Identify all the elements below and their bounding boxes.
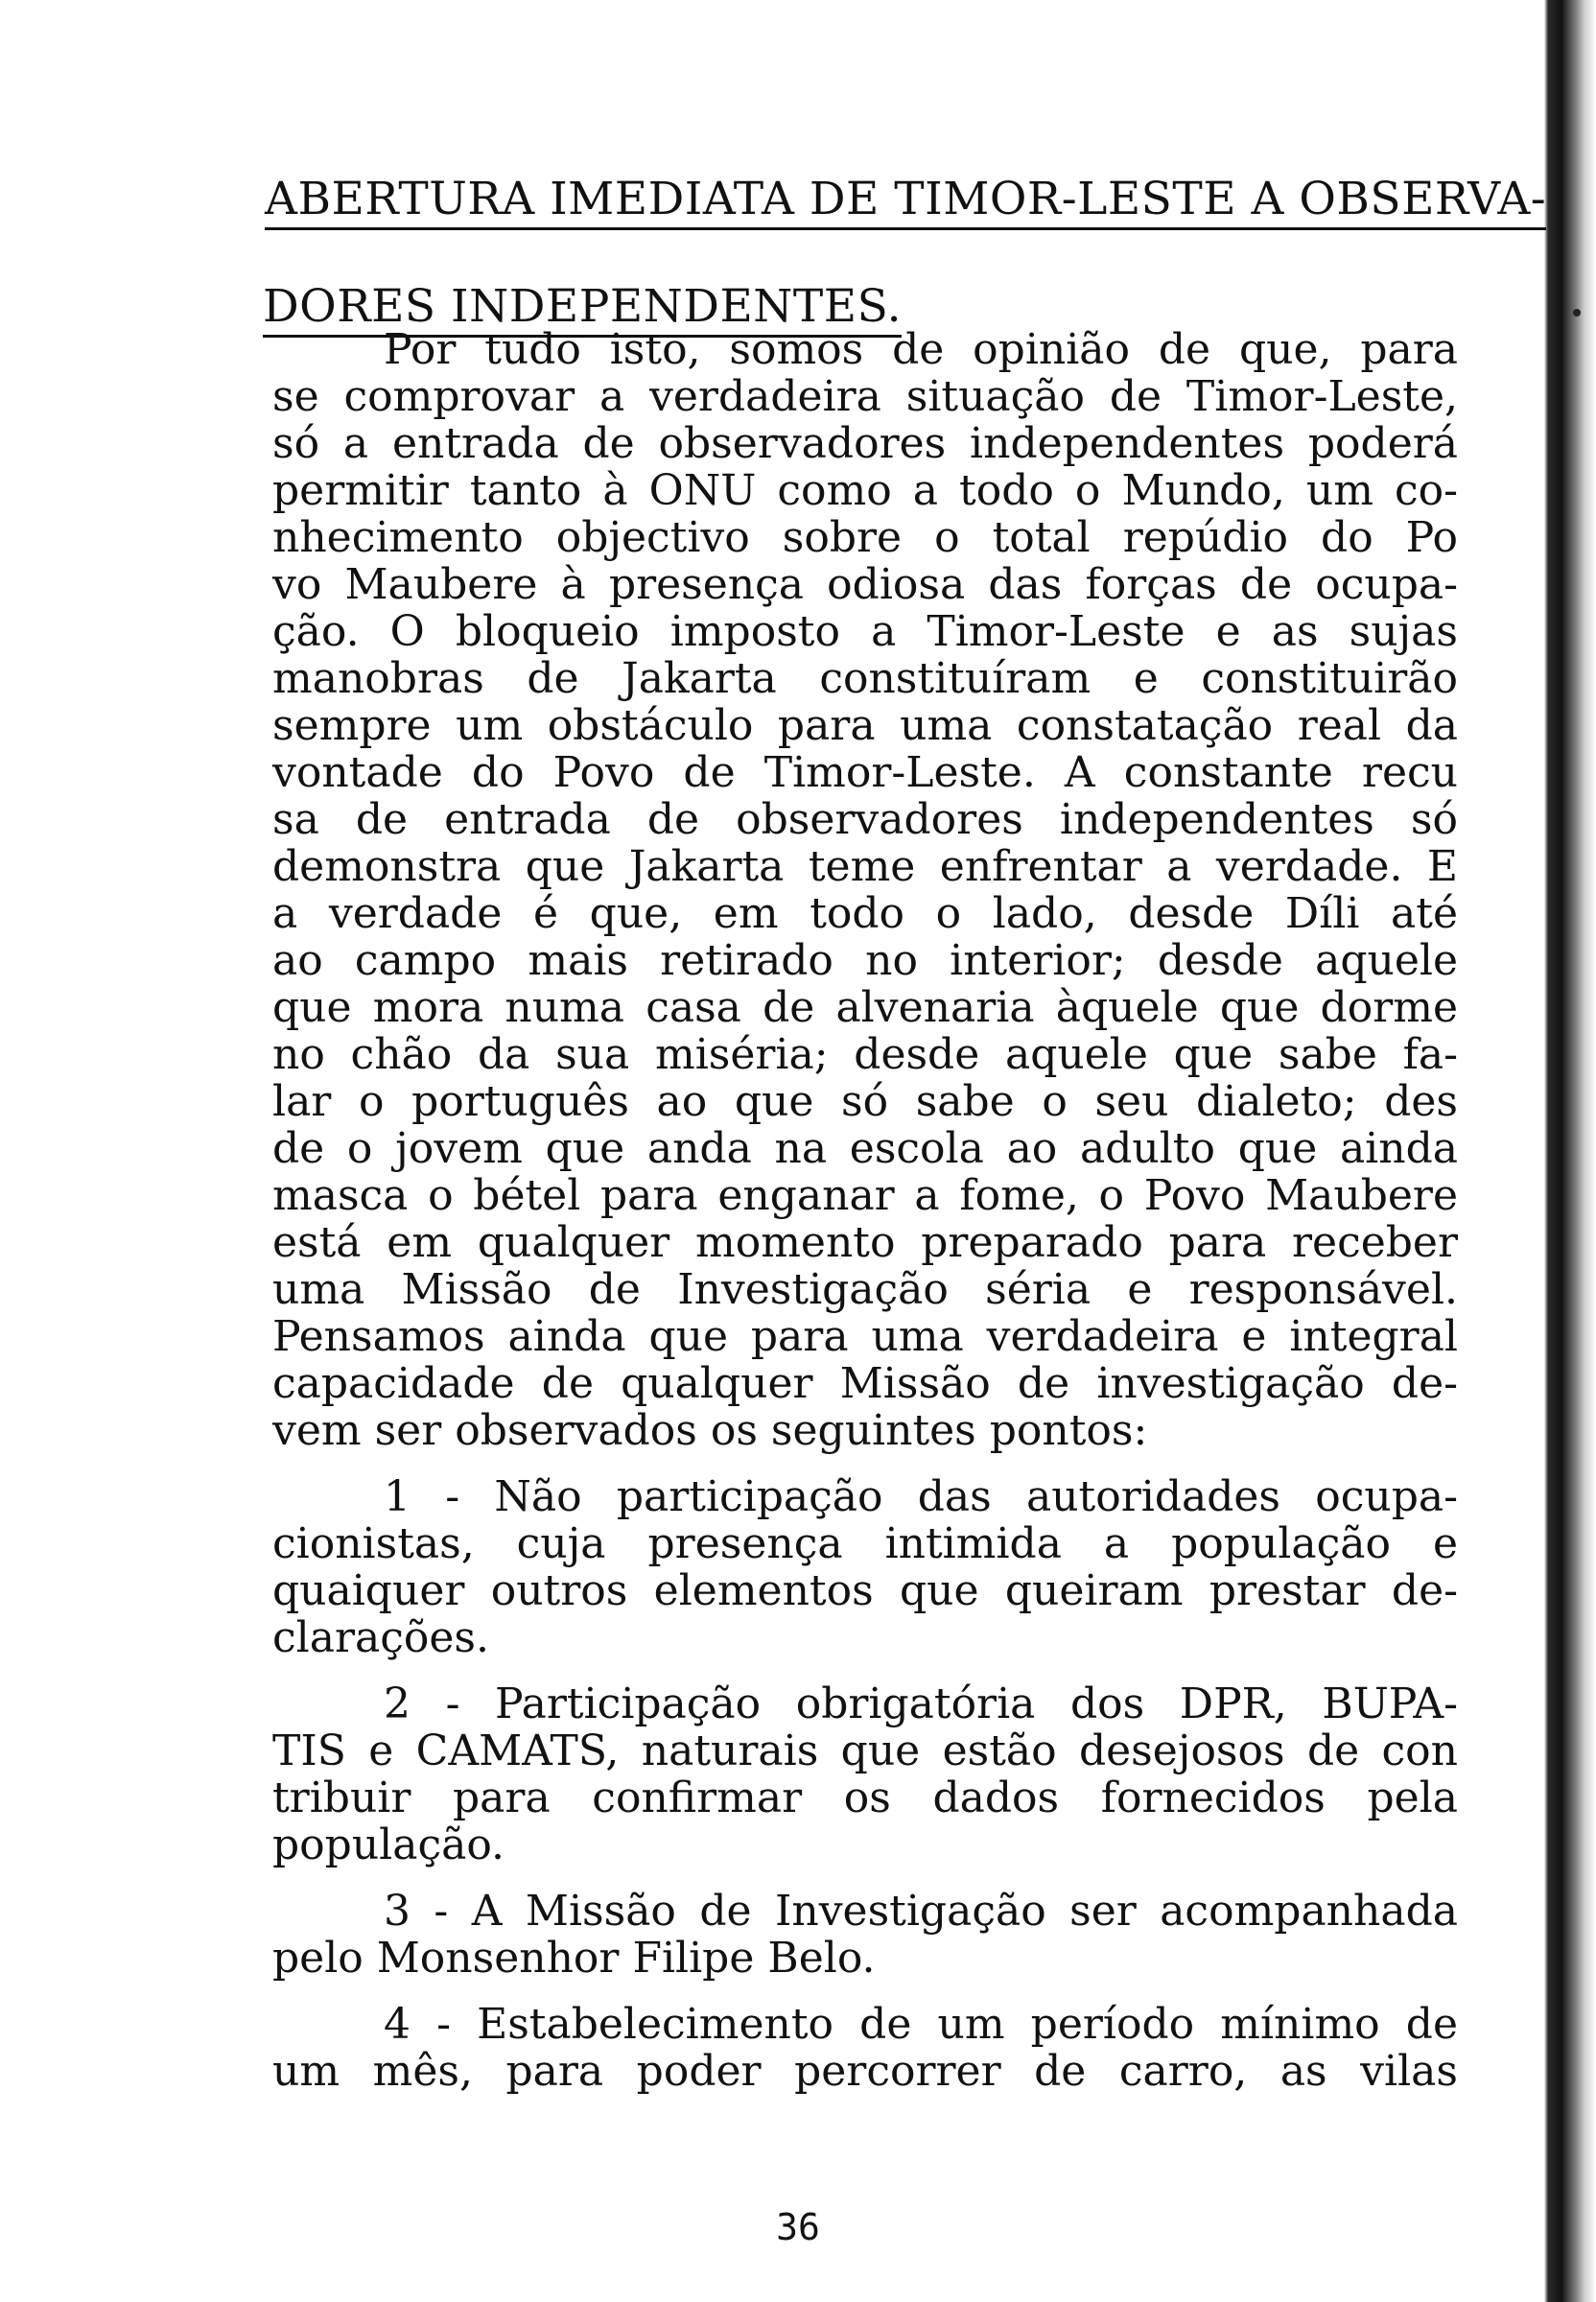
text-line: Por tudo isto, somos de opinião de que, para [384,325,1458,374]
text-line: quaiquer outros elementos que queiram prestar de- [272,1566,1458,1615]
list-item [272,1680,1458,1868]
text-line: 3 - A Missão de Investigação ser acompanhada [384,1887,1458,1936]
text-line: a verdade é que, em todo o lado, desde Díli até [272,889,1458,938]
text-line: manobras de Jakarta constituíram e constituirão [272,654,1458,703]
text-line: clarações. [272,1613,489,1662]
text-line: no chão da sua miséria; desde aquele que sabe fa- [272,1030,1458,1079]
text-line: vo Maubere à presença odiosa das forças de ocupa- [272,560,1458,609]
text-line: permitir tanto à ONU como a todo o Mundo, um co- [272,466,1458,515]
text-line: uma Missão de Investigação séria e responsável. [272,1265,1458,1314]
text-line: ção. O bloqueio imposto a Timor-Leste e as sujas [272,607,1458,656]
text-line: só a entrada de observadores independentes poderá [272,419,1458,468]
text-line: TIS e CAMATS, naturais que estão desejosos de con [272,1726,1458,1775]
heading-line-2: DORES INDEPENDENTES. [263,281,902,338]
heading-line-1: ABERTURA IMEDIATA DE TIMOR-LESTE A OBSERVA- [265,174,1546,230]
text-line: demonstra que Jakarta teme enfrentar a verdade. E [272,842,1458,891]
scanned-page-edge [1519,0,1596,2302]
text-line: que mora numa casa de alvenaria àquele que dorme [272,983,1458,1032]
text-line: sempre um obstáculo para uma constatação real da [272,701,1458,750]
section-heading [263,153,1547,353]
text-line: 1 - Não participação das autoridades ocupa- [384,1472,1458,1521]
text-line: de o jovem que anda na escola ao adulto que ainda [272,1124,1458,1173]
text-line: masca o bétel para enganar a fome, o Povo Maubere [272,1171,1458,1220]
list-item [272,2001,1458,2095]
text-line: um mês, para poder percorrer de carro, as vilas [272,2047,1458,2096]
scan-speck [1573,309,1581,317]
text-line: ao campo mais retirado no interior; desde aquele [272,936,1458,985]
text-line: vem ser observados os seguintes pontos: [272,1406,1148,1455]
body-text [272,326,1458,2108]
text-line: 2 - Participação obrigatória dos DPR, BUPA- [384,1680,1458,1728]
text-line: tribuir para confirmar os dados fornecidos pela [272,1773,1458,1822]
list-item [272,1888,1458,1982]
list-item [272,1473,1458,1661]
text-line: se comprovar a verdadeira situação de Timor-Leste, [272,372,1458,421]
text-line: capacidade de qualquer Missão de investigação de- [272,1359,1458,1408]
page-number: 36 [776,2206,820,2248]
text-line: nhecimento objectivo sobre o total repúdio do Po [272,513,1458,562]
text-line: 4 - Estabelecimento de um período mínimo de [384,2000,1458,2049]
text-line: pelo Monsenhor Filipe Belo. [272,1934,876,1983]
text-line: vontade do Povo de Timor-Leste. A constante recu [272,748,1458,797]
text-line: cionistas, cuja presença intimida a população e [272,1519,1458,1568]
text-line: sa de entrada de observadores independentes só [272,795,1458,844]
text-line: está em qualquer momento preparado para receber [272,1218,1458,1267]
text-line: lar o português ao que só sabe o seu dialeto; des [272,1077,1458,1126]
intro-paragraph [272,326,1458,1454]
text-line: população. [272,1820,505,1869]
text-line: Pensamos ainda que para uma verdadeira e integral [272,1312,1458,1361]
